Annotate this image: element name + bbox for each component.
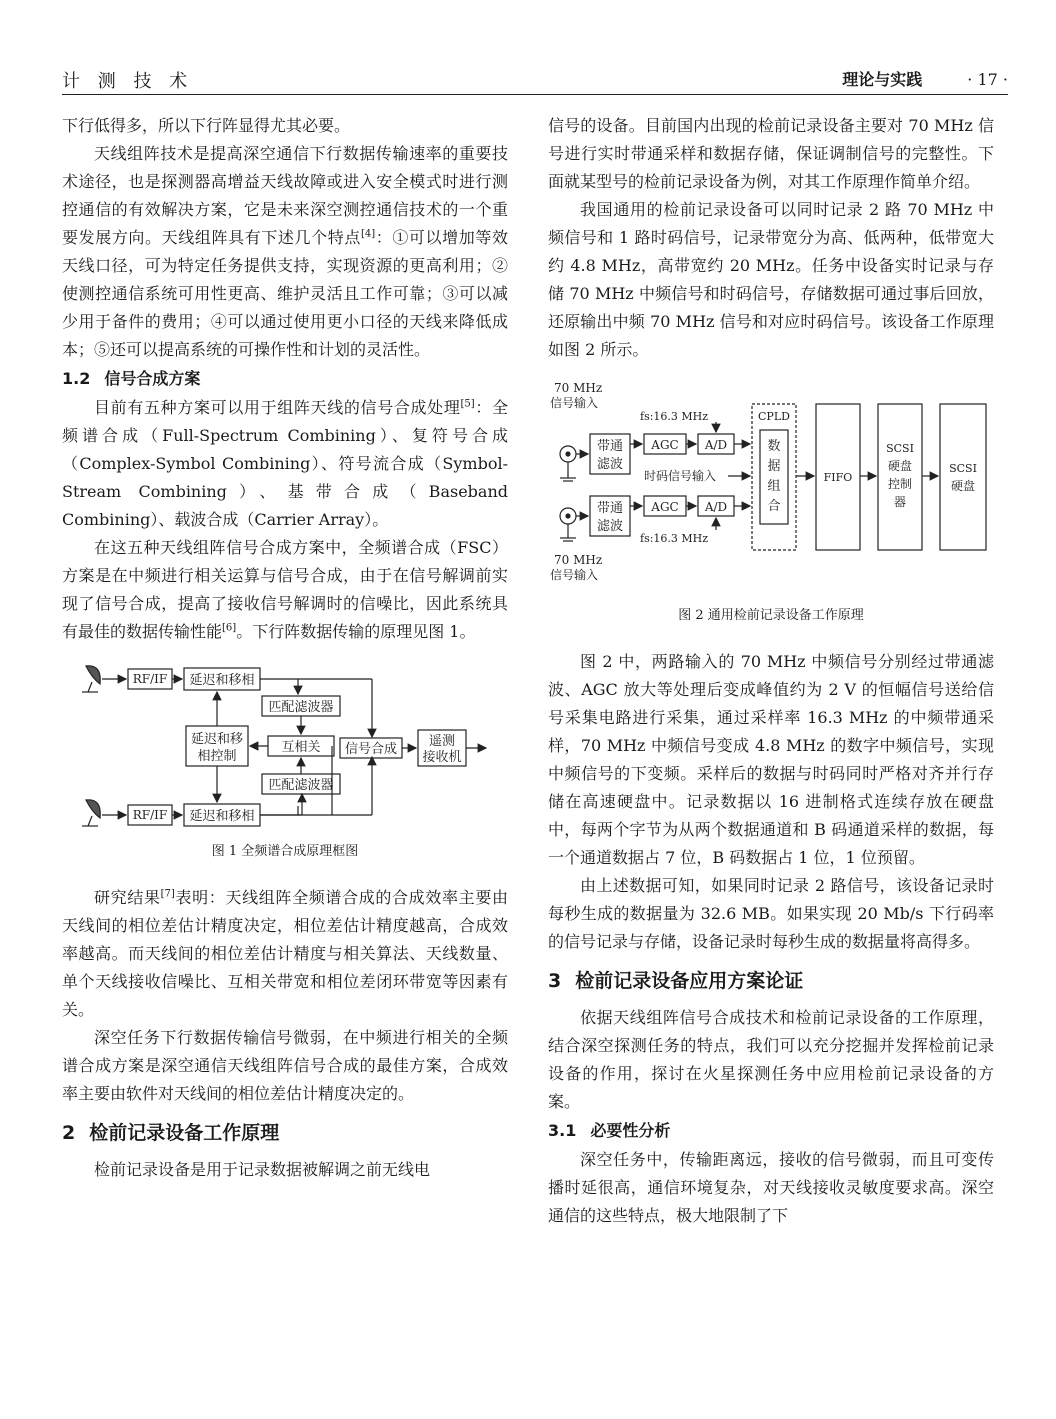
page-number: · 17 · [967, 70, 1008, 89]
paragraph: 我国通用的检前记录设备可以同时记录 2 路 70 MHz 中频信号和 1 路时码信号，记录带宽分为高、低两种，低带宽大约 4.8 MHz，高带宽约 20 MHz。任务中设备实时记录与存储 70 MHz 中频信号和时码信号，存储数据可通过事后回放，还原输出中频 70 MHz 信号和对应时码信号。该设备工作原理如图 2 所示。 [548, 200, 994, 359]
antenna-icon [82, 666, 100, 692]
matched-filter-top-label: 匹配滤波器 [268, 700, 334, 715]
delay-top-label: 延迟和移相 [189, 673, 255, 688]
ad-top-label: A/D [704, 438, 728, 452]
scsi-controller-label: 硬盘 [887, 459, 913, 473]
fig1-diagram [62, 654, 508, 832]
paragraph: 深空任务中，传输距离远，接收的信号微弱，而且可变传播时延很高，通信环境复杂，对天线接收灵敏度要求高。深空通信的这些特点，极大地限制了下 [548, 1150, 994, 1225]
cross-correlation-label: 互相关 [281, 740, 321, 755]
antenna-icon [82, 800, 100, 826]
bpf-bottom-label-2: 滤波 [596, 519, 624, 534]
rfif-top-label: RF/IF [132, 672, 168, 686]
input-top-label-1: 70 MHz [554, 382, 603, 395]
bpf-top-label-2: 滤波 [596, 457, 624, 472]
agc-top-label: AGC [651, 438, 679, 452]
scsi-disk-label: SCSI [949, 462, 977, 475]
scsi-controller-label: SCSI [886, 442, 914, 455]
bpf-top-label-1: 带通 [596, 439, 624, 454]
figure-2-caption: 图 2 通用检前记录设备工作原理 [678, 608, 864, 623]
page-header-right [842, 67, 1008, 90]
section-heading: 2 检前记录设备工作原理 [62, 1122, 280, 1144]
left-column [62, 112, 508, 1184]
phase-control-label-1: 延迟和移 [190, 732, 244, 747]
ad-bottom-label: A/D [704, 500, 728, 514]
figure-1 [62, 654, 508, 862]
bpf-bottom-label-1: 带通 [596, 501, 624, 516]
combo-label: 数 [767, 439, 781, 454]
signal-combine-label: 信号合成 [344, 742, 398, 757]
citation: [5] [460, 398, 475, 410]
delay-bottom-label: 延迟和移相 [189, 809, 255, 824]
scsi-disk-label: 硬盘 [950, 479, 976, 493]
citation: [7] [160, 888, 175, 900]
combo-label: 据 [767, 459, 781, 474]
paragraph: 由上述数据可知，如果同时记录 2 路信号，该设备记录时每秒生成的数据量为 32.6 MB。如果实现 20 Mb/s 下行码率的信号记录与存储，设备记录时每秒生成的数据量将高得多。 [548, 876, 994, 951]
paragraph: 深空任务下行数据传输信号微弱，在中频进行相关的全频谱合成方案是深空通信天线组阵信号合成的最佳方案，合成效率主要由软件对天线间的相位差估计精度决定的。 [62, 1028, 508, 1103]
section-title: 理论与实践 [842, 70, 923, 89]
paragraph: 信号的设备。目前国内出现的检前记录设备主要对 70 MHz 信号进行实时带通采样和数据存储，保证调制信号的完整性。下面就某型号的检前记录设备为例，对其工作原理作简单介绍。 [548, 116, 994, 191]
figure-1-caption: 图 1 全频谱合成原理框图 [211, 844, 359, 859]
sample-rate-top-label: fs:16.3 MHz [640, 410, 709, 423]
sample-rate-bottom-label: fs:16.3 MHz [640, 532, 709, 545]
agc-bottom-label: AGC [651, 500, 679, 514]
paragraph: 检前记录设备是用于记录数据被解调之前无线电 [94, 1160, 431, 1179]
fifo-label: FIFO [823, 471, 853, 484]
scsi-controller-label: 控制 [887, 477, 913, 491]
citation: [6] [222, 622, 237, 634]
paragraph: 天线组阵技术是提高深空通信下行数据传输速率的重要技术途径，也是探测器高增益天线故障或进入安全模式时进行测控通信的有效解决方案，它是未来深空测控通信技术的一个重要发展方向。天线组阵具有下述几个特点[4]：①可以增加等效天线口径，可为特定任务提供支持，实现资源的更高利用；②使测控通信系统可用性更高、维护灵活且工作可靠；③可以减少用于备件的费用；④可以通过使用更小口径的天线来降低成本；⑤还可以提高系统的可操作性和计划的灵活性。 [62, 144, 508, 359]
input-bottom-label-2: 信号输入 [550, 568, 599, 582]
paragraph: 研究结果[7]表明：天线组阵全频谱合成的合成效率主要由天线间的相位差估计精度决定，相位差估计精度越高，合成效率越高。而天线间的相位差估计精度与相关算法、天线数量、单个天线接收信噪比、互相关带宽和相位差闭环带宽等因素有关。 [62, 888, 508, 1019]
matched-filter-bottom-label: 匹配滤波器 [268, 778, 334, 793]
receiver-label-1: 遥测 [428, 734, 456, 749]
paragraph: 在这五种天线组阵信号合成方案中，全频谱合成（FSC）方案是在中频进行相关运算与信号合成，由于在信号解调前实现了信号合成，提高了接收信号解调时的信噪比，因此系统具有最佳的数据传输性能[6]。下行阵数据传输的原理见图 1。 [62, 538, 508, 641]
receiver-label-2: 接收机 [422, 750, 462, 765]
paragraph: 图 2 中，两路输入的 70 MHz 中频信号分别经过带通滤波、AGC 放大等处理后变成峰值约为 2 V 的恒幅信号送给信号采集电路进行采集，通过采样率 16.3 MHz 的中频带通采样，70 MHz 中频信号变成 4.8 MHz 的数字中频信号，实现中频信号的下变频。采样后的数据与时码同时严格对齐并行存储在高速硬盘中。记录数据以 16 进制格式连续存放在硬盘中，每两个字节为从两个数据通道和 B 码通道采样的数据，每一个通道数据占 7 位，B 码数据占 1 位，1 位预留。 [548, 652, 994, 867]
rfif-bottom-label: RF/IF [132, 808, 168, 822]
paragraph: 依据天线组阵信号合成技术和检前记录设备的工作原理，结合深空探测任务的特点，我们可以充分挖掘并发挥检前记录设备的作用，探讨在火星探测任务中应用检前记录设备的方案。 [548, 1008, 994, 1111]
cpld-label: CPLD [758, 410, 790, 423]
citation: [4] [360, 228, 376, 240]
timecode-label: 时码信号输入 [644, 469, 717, 483]
subsection-heading: 3.1 必要性分析 [548, 1121, 671, 1140]
figure-2 [548, 382, 994, 626]
journal-name: 计 测 技 术 [62, 71, 194, 92]
combo-label: 组 [767, 479, 781, 494]
paragraph: 目前有五种方案可以用于组阵天线的信号合成处理[5]：全频谱合成（Full-Spectrum Combining）、复符号合成（Complex-Symbol Combining）、符号流合成（Symbol-Stream Combining）、基带合成（Baseband Combining）、载波合成（Carrier Array）。 [62, 398, 508, 529]
input-bottom-label-1: 70 MHz [554, 553, 603, 567]
input-top-label-2: 信号输入 [550, 396, 599, 410]
right-column [548, 112, 994, 1230]
paragraph: 下行低得多，所以下行阵显得尤其必要。 [62, 116, 351, 135]
header-rule [62, 94, 1008, 95]
combo-label: 合 [767, 499, 781, 514]
phase-control-label-2: 相控制 [197, 749, 237, 764]
fig2-diagram [548, 382, 994, 582]
scsi-controller-label: 器 [893, 495, 907, 509]
section-heading: 3 检前记录设备应用方案论证 [548, 970, 804, 992]
subsection-heading: 1.2 信号合成方案 [62, 369, 201, 388]
